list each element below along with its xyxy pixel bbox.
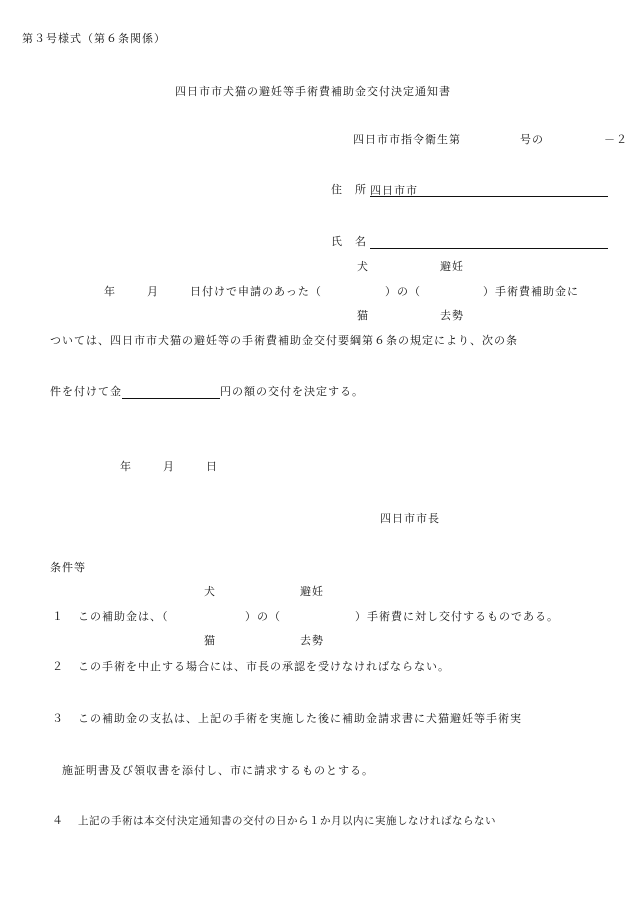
app-month: 月 [147,285,159,298]
address-value: 四日市市 [370,184,418,197]
cond-item1-num: １ [52,610,64,623]
app-paren-mid: ）の（ [385,285,421,298]
cond-item4-num: ４ [52,814,64,827]
reference-suffix: －２ [604,133,628,146]
amount-blank [122,386,220,399]
cond-item3-num: ３ [52,712,64,725]
cond-item1-a: この補助金は、（ [78,610,169,623]
cond-item4: 上記の手術は本交付決定通知書の交付の日から１か月以内に実施しなければならない [78,815,496,827]
conditions-heading: 条件等 [50,561,86,574]
date-year: 年 [120,460,132,473]
app-inu: 犬 [357,260,369,273]
cond-kyosei: 去勢 [300,634,324,647]
name-field [370,235,608,249]
date-month: 月 [163,460,175,473]
amount-prefix: 件を付けて金 [50,385,122,398]
form-number: 第３号様式（第６条関係） [22,32,166,45]
body-line-2 [50,385,364,399]
date-day: 日 [206,460,218,473]
cond-item2: この手術を中止する場合には、市長の承認を受けなければならない。 [78,660,450,673]
cond-inu: 犬 [204,585,216,598]
cond-hinin: 避妊 [300,585,324,598]
cond-item3-line2: 施証明書及び領収書を添付し、市に請求するものとする。 [62,764,374,777]
issuer: 四日市市長 [380,512,440,525]
cond-item2-num: ２ [52,660,64,673]
address-field [370,183,608,197]
app-kyosei: 去勢 [440,309,464,322]
cond-item3-line1: この補助金の支払は、上記の手術を実施した後に補助金請求書に犬猫避妊等手術実 [78,712,522,725]
name-label: 氏 名 [331,235,367,248]
cond-item1-b: ）の（ [245,610,281,623]
address-label: 住 所 [331,183,367,196]
amount-suffix: 円の額の交付を決定する。 [220,385,364,398]
reference-middle: 号の [520,133,544,146]
cond-item1-c: ）手術費に対し交付するものである。 [355,610,559,623]
document-title: 四日市市犬猫の避妊等手術費補助金交付決定通知書 [175,85,451,98]
app-day-text: 日付けで申請のあった（ [190,285,322,298]
app-year: 年 [104,285,116,298]
app-neko: 猫 [357,309,369,322]
app-paren-end: ）手術費補助金に [483,285,579,298]
cond-neko: 猫 [204,634,216,647]
reference-prefix: 四日市市指令衛生第 [353,133,461,146]
body-line-1: ついては、四日市市犬猫の避妊等の手術費補助金交付要綱第６条の規定により、次の条 [50,334,518,347]
app-hinin: 避妊 [440,260,464,273]
